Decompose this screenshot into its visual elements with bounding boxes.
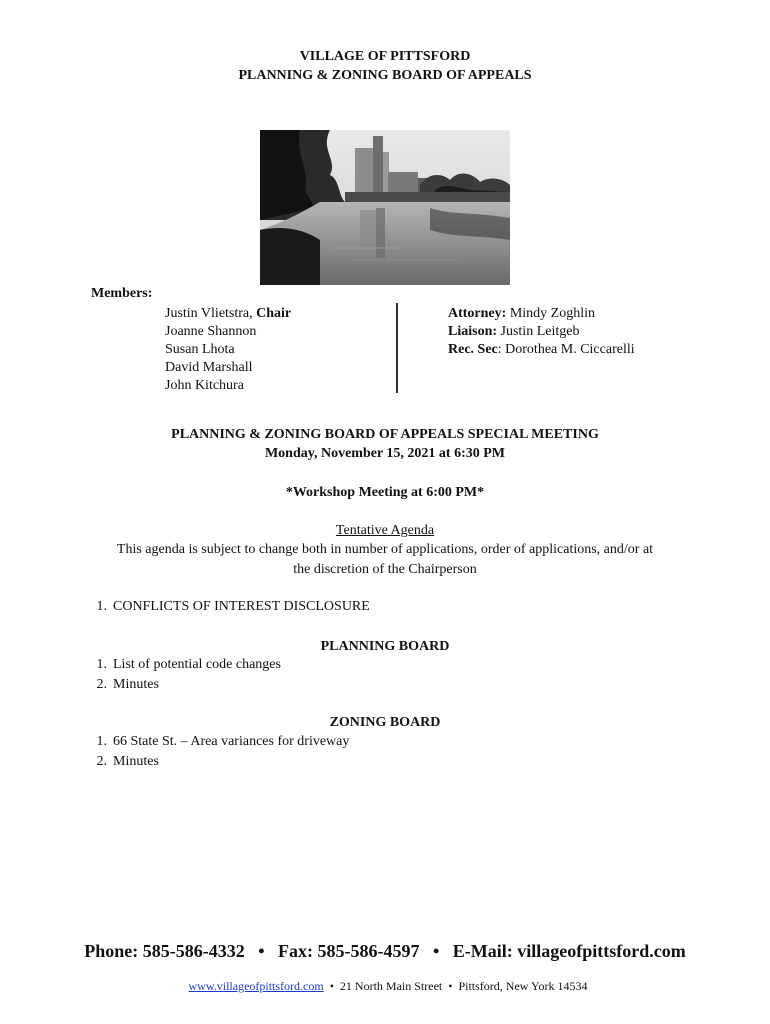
header-line-2: PLANNING & ZONING BOARD OF APPEALS — [238, 68, 532, 83]
members-label: Members: — [91, 286, 153, 301]
meeting-title: PLANNING & ZONING BOARD OF APPEALS SPECIAL MEETING — [171, 427, 599, 442]
planning-items — [83, 655, 281, 695]
list-item: 1. List of potential code changes — [96, 657, 281, 672]
staff-liaison: Liaison: Justin Leitgeb — [448, 324, 580, 339]
footer-address-line — [0, 962, 770, 994]
staff-recording-secretary: Rec. Sec: Dorothea M. Ciccarelli — [448, 342, 635, 357]
list-item: 2. Minutes — [96, 754, 159, 769]
general-items — [83, 597, 370, 617]
members-divider — [396, 303, 398, 393]
separator: • — [442, 979, 459, 993]
agenda-note-line-1: This agenda is subject to change both in number of applications, order of applications, and/or at — [116, 542, 654, 557]
separator: • — [323, 979, 340, 993]
list-item: 2. Minutes — [96, 677, 159, 692]
staff-list — [448, 305, 635, 359]
zoning-board-heading: ZONING BOARD — [329, 715, 441, 730]
document-header — [0, 47, 770, 85]
header-line-1: VILLAGE OF PITTSFORD — [299, 49, 471, 64]
planning-board-heading: PLANNING BOARD — [320, 639, 450, 654]
agenda-title: Tentative Agenda — [335, 523, 435, 538]
member-item: Joanne Shannon — [165, 324, 257, 339]
river-photo — [260, 130, 510, 285]
agenda-note-line-2: the discretion of the Chairperson — [293, 562, 477, 577]
member-item: John Kitchura — [165, 378, 244, 393]
member-item: Justin Vlietstra, Chair — [165, 306, 292, 321]
zoning-items — [83, 732, 349, 772]
member-item: Susan Lhota — [165, 342, 235, 357]
list-item: 1. CONFLICTS OF INTEREST DISCLOSURE — [96, 599, 370, 614]
members-list — [165, 305, 291, 395]
member-item: David Marshall — [165, 360, 253, 375]
meeting-date: Monday, November 15, 2021 at 6:30 PM — [264, 446, 506, 461]
staff-attorney: Attorney: Mindy Zoghlin — [448, 306, 595, 321]
workshop-note: *Workshop Meeting at 6:00 PM* — [285, 485, 485, 500]
website-link[interactable]: www.villageofpittsford.com — [188, 979, 324, 993]
footer-contact: Phone: 585-586-4332 • Fax: 585-586-4597 • E-Mail: villageofpittsford.com — [84, 941, 686, 961]
city-address: Pittsford, New York 14534 — [458, 979, 588, 993]
street-address: 21 North Main Street — [339, 979, 443, 993]
list-item: 1. 66 State St. – Area variances for driveway — [96, 734, 350, 749]
